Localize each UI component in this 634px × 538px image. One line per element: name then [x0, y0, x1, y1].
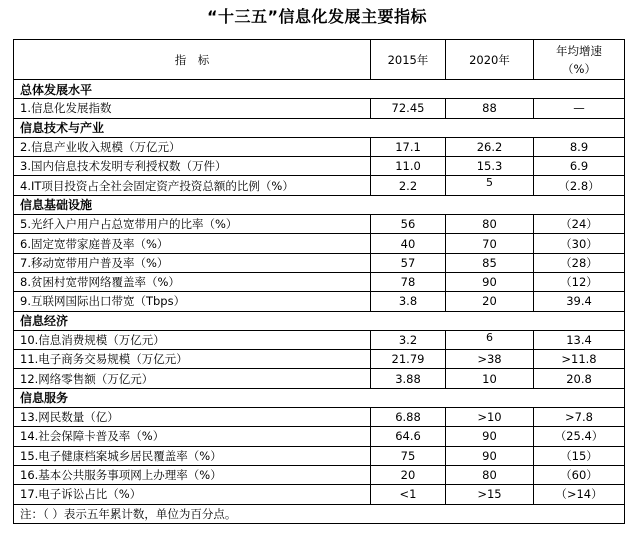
header-growth-unit: （%） — [562, 61, 596, 76]
table-row — [14, 253, 625, 272]
table-row — [14, 292, 625, 311]
table-row — [14, 234, 625, 253]
indicators-table — [13, 39, 625, 524]
indicator-label: 2.信息产业收入规模（万亿元） — [14, 137, 371, 156]
value-growth: （60） — [534, 465, 625, 484]
value-2015: 40 — [371, 234, 446, 253]
section-row — [14, 80, 625, 99]
value-2020: 10 — [446, 369, 534, 388]
value-2015: 11.0 — [371, 157, 446, 176]
value-2020: 85 — [446, 253, 534, 272]
indicator-label: 13.网民数量（亿） — [14, 408, 371, 427]
table-note: 注：（ ）表示五年累计数，单位为百分点。 — [14, 504, 625, 523]
value-2015: 72.45 — [371, 99, 446, 118]
value-2020: 90 — [446, 446, 534, 465]
table-row — [14, 465, 625, 484]
section-title: 信息基础设施 — [14, 195, 625, 214]
table-row — [14, 350, 625, 369]
value-2015: 57 — [371, 253, 446, 272]
value-growth: （28） — [534, 253, 625, 272]
value-2020: 26.2 — [446, 137, 534, 156]
indicator-label: 9.互联网国际出口带宽（Tbps） — [14, 292, 371, 311]
value-2020: >10 — [446, 408, 534, 427]
value-growth: 39.4 — [534, 292, 625, 311]
value-2020: 15.3 — [446, 157, 534, 176]
indicator-label: 11.电子商务交易规模（万亿元） — [14, 350, 371, 369]
value-growth: 8.9 — [534, 137, 625, 156]
value-2020: >15 — [446, 485, 534, 504]
table-row — [14, 408, 625, 427]
value-2020: 80 — [446, 215, 534, 234]
section-row — [14, 311, 625, 330]
section-row — [14, 195, 625, 214]
table-row — [14, 427, 625, 446]
value-2015: 6.88 — [371, 408, 446, 427]
indicator-label: 14.社会保障卡普及率（%） — [14, 427, 371, 446]
header-indicator: 指 标 — [14, 40, 371, 80]
indicator-label: 7.移动宽带用户普及率（%） — [14, 253, 371, 272]
value-2015: 2.2 — [371, 176, 446, 195]
value-2015: 64.6 — [371, 427, 446, 446]
value-growth: （2.8） — [534, 176, 625, 195]
table-row — [14, 137, 625, 156]
value-2020: 70 — [446, 234, 534, 253]
indicator-label: 10.信息消费规模（万亿元） — [14, 330, 371, 349]
value-2015: 78 — [371, 272, 446, 291]
value-growth: （30） — [534, 234, 625, 253]
section-row — [14, 388, 625, 407]
value-2015: 3.2 — [371, 330, 446, 349]
indicator-label: 1.信息化发展指数 — [14, 99, 371, 118]
section-row — [14, 118, 625, 137]
table-row — [14, 330, 625, 349]
value-2020: 6 — [446, 330, 534, 349]
value-2015: 75 — [371, 446, 446, 465]
table-row — [14, 369, 625, 388]
value-2020: 80 — [446, 465, 534, 484]
value-2020: 88 — [446, 99, 534, 118]
note-row — [14, 504, 625, 523]
table-row — [14, 176, 625, 195]
indicator-label: 6.固定宽带家庭普及率（%） — [14, 234, 371, 253]
value-2015: 3.88 — [371, 369, 446, 388]
value-growth: （12） — [534, 272, 625, 291]
value-growth: （25.4） — [534, 427, 625, 446]
value-growth: 6.9 — [534, 157, 625, 176]
section-title: 信息经济 — [14, 311, 625, 330]
value-growth: >7.8 — [534, 408, 625, 427]
indicator-label: 4.IT项目投资占全社会固定资产投资总额的比例（%） — [14, 176, 371, 195]
value-2015: 3.8 — [371, 292, 446, 311]
value-2015: 21.79 — [371, 350, 446, 369]
header-2020: 2020年 — [446, 40, 534, 80]
value-growth: >11.8 — [534, 350, 625, 369]
section-title: 总体发展水平 — [14, 80, 625, 99]
indicator-label: 5.光纤入户用户占总宽带用户的比率（%） — [14, 215, 371, 234]
value-2015: 17.1 — [371, 137, 446, 156]
value-2015: <1 — [371, 485, 446, 504]
table-row — [14, 157, 625, 176]
value-2020: 20 — [446, 292, 534, 311]
table-header-row — [14, 40, 625, 80]
value-growth: — — [534, 99, 625, 118]
value-growth: （>14） — [534, 485, 625, 504]
indicator-label: 12.网络零售额（万亿元） — [14, 369, 371, 388]
table-row — [14, 215, 625, 234]
indicator-label: 17.电子诉讼占比（%） — [14, 485, 371, 504]
table-row — [14, 485, 625, 504]
value-2020: 90 — [446, 272, 534, 291]
table-row — [14, 446, 625, 465]
indicator-label: 8.贫困村宽带网络覆盖率（%） — [14, 272, 371, 291]
indicator-label: 16.基本公共服务事项网上办理率（%） — [14, 465, 371, 484]
value-2020: 5 — [446, 176, 534, 195]
header-2015: 2015年 — [371, 40, 446, 80]
value-growth: 13.4 — [534, 330, 625, 349]
value-2020: 90 — [446, 427, 534, 446]
value-growth: （15） — [534, 446, 625, 465]
table-row — [14, 99, 625, 118]
value-growth: （24） — [534, 215, 625, 234]
table-title: “十三五”信息化发展主要指标 — [206, 7, 428, 26]
value-2020: >38 — [446, 350, 534, 369]
indicator-label: 15.电子健康档案城乡居民覆盖率（%） — [14, 446, 371, 465]
section-title: 信息技术与产业 — [14, 118, 625, 137]
header-growth-label: 年均增速 — [556, 43, 602, 58]
section-title: 信息服务 — [14, 388, 625, 407]
value-2015: 56 — [371, 215, 446, 234]
indicator-label: 3.国内信息技术发明专利授权数（万件） — [14, 157, 371, 176]
header-growth — [534, 40, 625, 80]
value-2015: 20 — [371, 465, 446, 484]
table-row — [14, 272, 625, 291]
value-growth: 20.8 — [534, 369, 625, 388]
